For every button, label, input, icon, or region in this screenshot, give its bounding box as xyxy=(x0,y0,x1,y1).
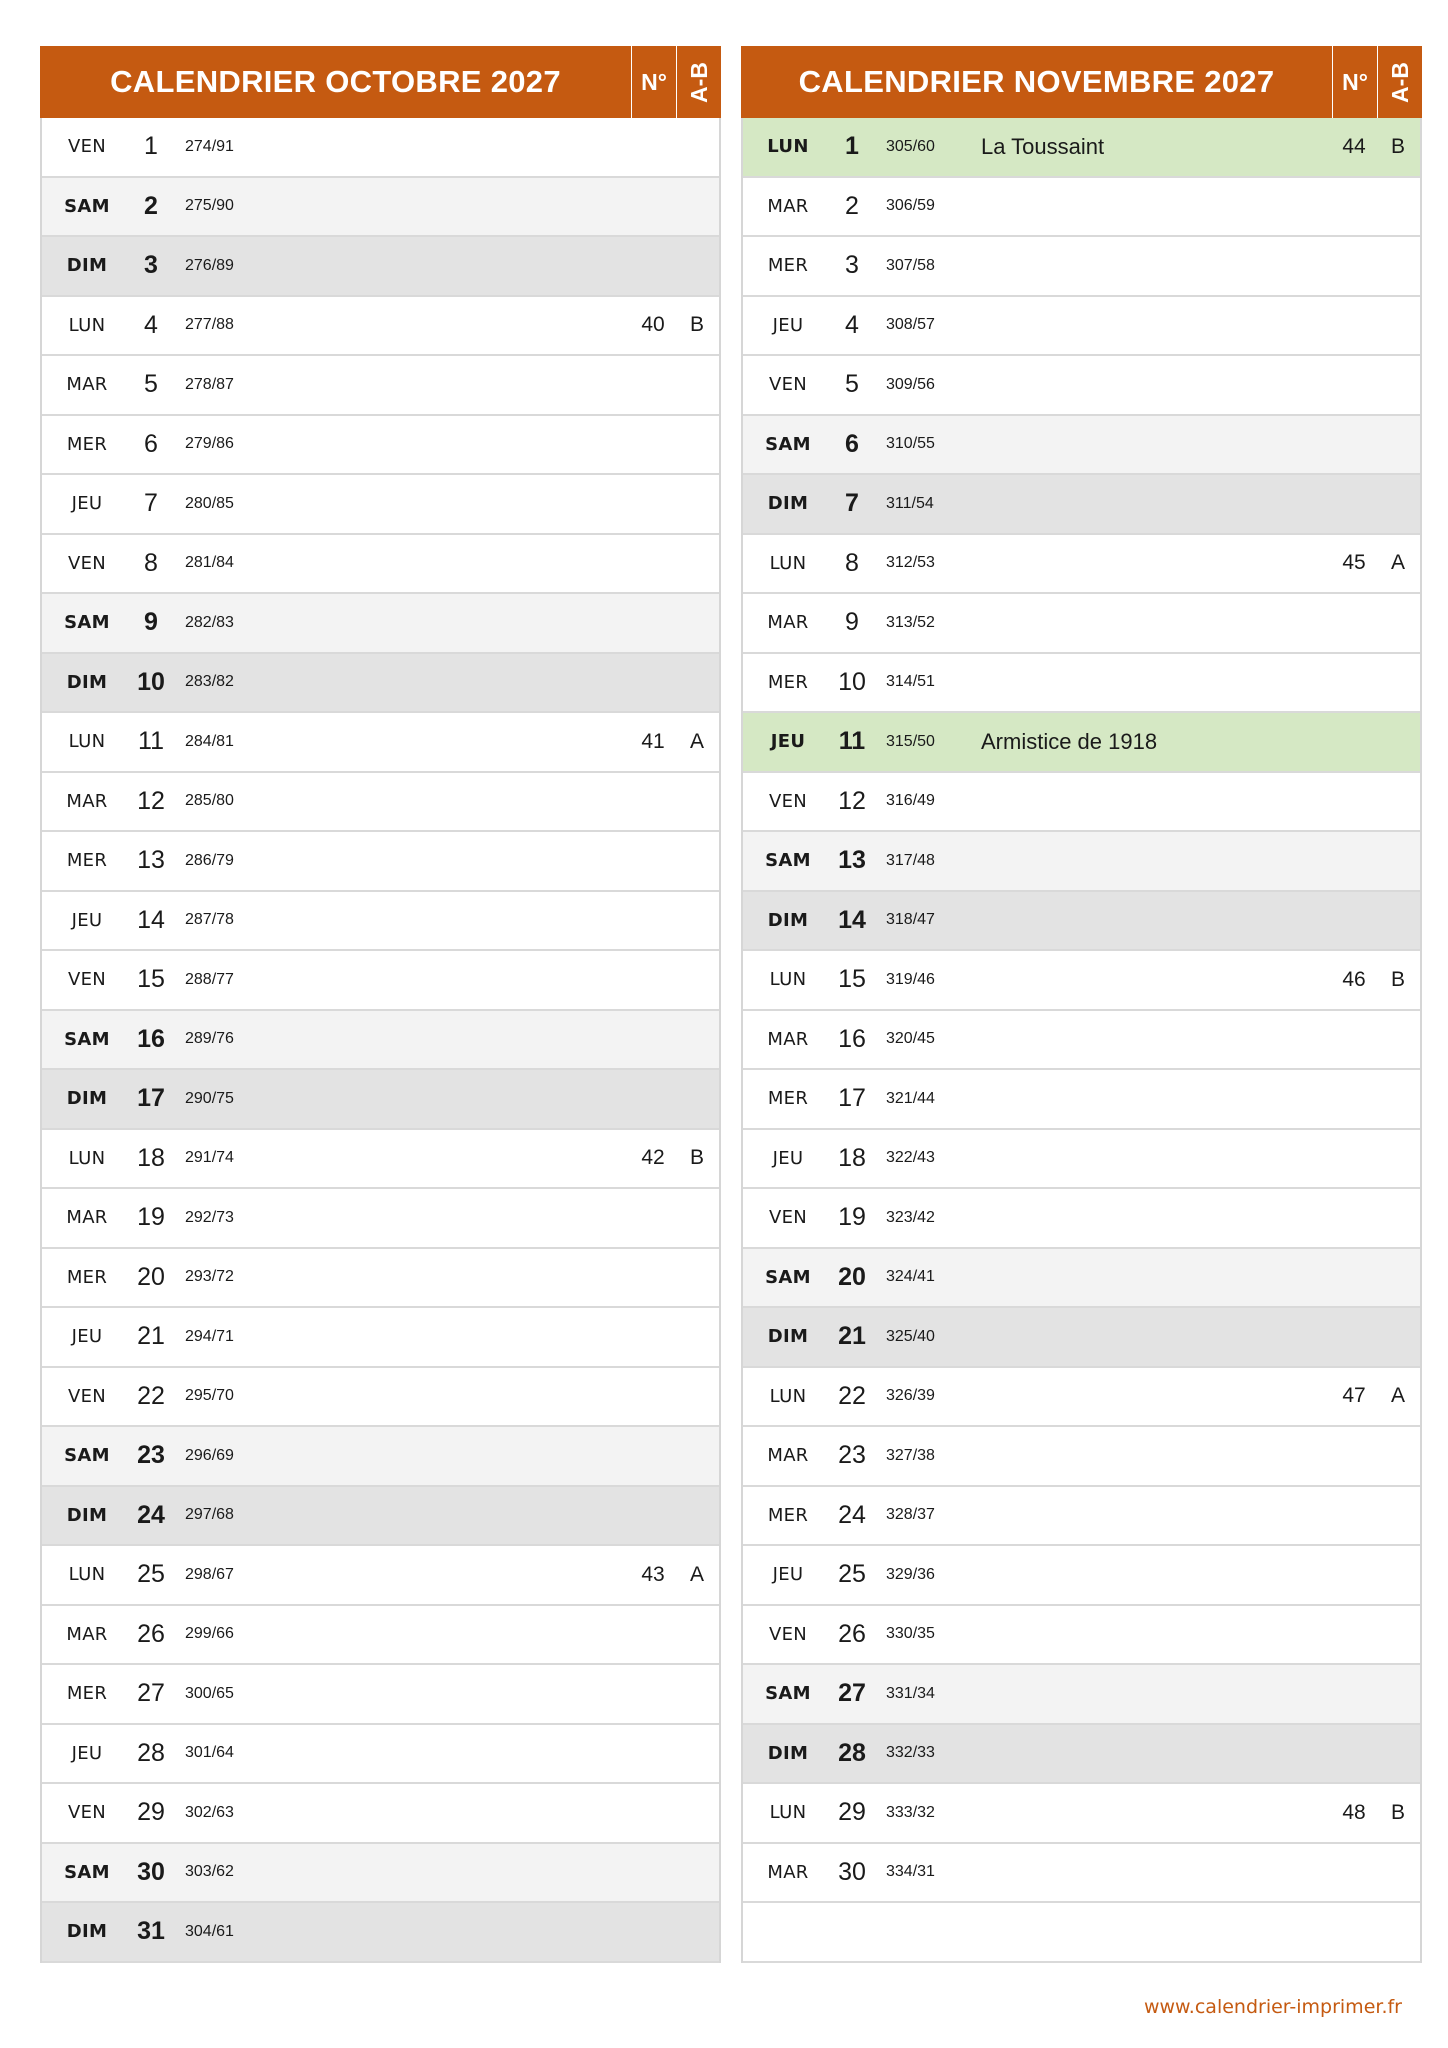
day-number: 17 xyxy=(838,1084,866,1113)
day-of-week: MAR xyxy=(767,1861,809,1883)
day-of-week: DIM xyxy=(767,1326,809,1348)
day-of-year: 329/36 xyxy=(886,1565,935,1583)
day-number: 17 xyxy=(137,1084,165,1113)
day-of-week: VEN xyxy=(67,969,107,991)
day-row xyxy=(743,594,1420,654)
day-number: 21 xyxy=(137,1322,165,1351)
day-row xyxy=(743,475,1420,535)
day-number: 1 xyxy=(144,132,158,161)
day-number: 6 xyxy=(144,429,158,458)
event-label: La Toussaint xyxy=(981,133,1105,159)
day-number: 10 xyxy=(838,667,866,696)
day-row xyxy=(743,1189,1420,1249)
day-of-year: 284/81 xyxy=(185,732,234,750)
day-number: 27 xyxy=(137,1679,165,1708)
day-number: 31 xyxy=(137,1917,165,1946)
day-of-week: MAR xyxy=(767,1445,809,1467)
day-of-year: 289/76 xyxy=(185,1030,234,1048)
day-number: 13 xyxy=(137,846,165,875)
day-of-week: SAM xyxy=(64,1861,110,1883)
day-of-year: 274/91 xyxy=(185,137,234,155)
day-of-year: 307/58 xyxy=(886,256,935,274)
day-row xyxy=(743,1487,1420,1547)
day-row xyxy=(743,297,1420,357)
day-number: 3 xyxy=(144,251,158,280)
day-number: 12 xyxy=(838,786,866,815)
day-of-year: 314/51 xyxy=(886,673,935,691)
day-row xyxy=(42,535,719,595)
week-number: 43 xyxy=(641,1562,665,1586)
day-row xyxy=(42,1308,719,1368)
day-of-week: VEN xyxy=(67,136,107,158)
day-of-week: MAR xyxy=(66,374,108,396)
day-number: 26 xyxy=(838,1619,866,1648)
ab-header xyxy=(1377,46,1422,118)
week-number-header: N° xyxy=(1332,46,1377,118)
day-row xyxy=(42,1130,719,1190)
day-row xyxy=(743,654,1420,714)
ab-header-label: A-B xyxy=(1386,61,1413,103)
ab-week: B xyxy=(1390,1800,1405,1824)
day-of-week: VEN xyxy=(67,552,107,574)
ab-week: A xyxy=(1390,551,1405,575)
day-row xyxy=(743,237,1420,297)
day-of-year: 310/55 xyxy=(886,435,935,453)
day-of-week: DIM xyxy=(767,909,809,931)
ab-week: B xyxy=(689,1146,704,1170)
day-number: 16 xyxy=(137,1024,165,1053)
day-number: 21 xyxy=(838,1322,866,1351)
day-number: 14 xyxy=(137,905,165,934)
day-row xyxy=(743,1070,1420,1130)
day-row xyxy=(42,1784,719,1844)
day-of-year: 322/43 xyxy=(886,1149,935,1167)
event-label: Armistice de 1918 xyxy=(981,728,1158,754)
day-of-week: MER xyxy=(767,671,809,693)
day-of-year: 309/56 xyxy=(886,375,935,393)
day-of-week: MAR xyxy=(767,1028,809,1050)
day-row xyxy=(42,892,719,952)
day-of-year: 317/48 xyxy=(886,851,935,869)
month-october xyxy=(40,46,721,1963)
day-rows xyxy=(40,118,721,1963)
day-number: 30 xyxy=(838,1857,866,1886)
day-row xyxy=(42,1725,719,1785)
month-november xyxy=(741,46,1422,1963)
day-of-week: SAM xyxy=(64,1028,110,1050)
day-number: 15 xyxy=(137,965,165,994)
day-of-year: 303/62 xyxy=(185,1863,234,1881)
day-number: 4 xyxy=(845,310,859,339)
day-of-week: MER xyxy=(66,433,108,455)
day-of-year: 333/32 xyxy=(886,1803,935,1821)
month-title: CALENDRIER OCTOBRE 2027 xyxy=(110,64,561,99)
day-row xyxy=(42,1903,719,1963)
day-row xyxy=(743,1844,1420,1904)
day-number: 2 xyxy=(845,191,859,220)
day-number: 11 xyxy=(138,727,164,756)
day-of-year: 304/61 xyxy=(185,1922,234,1940)
day-of-year: 300/65 xyxy=(185,1684,234,1702)
day-of-year: 315/50 xyxy=(886,732,935,750)
day-of-week: LUN xyxy=(769,1385,807,1407)
day-row xyxy=(743,1427,1420,1487)
day-of-year: 313/52 xyxy=(886,613,935,631)
day-number: 9 xyxy=(845,608,859,637)
day-of-year: 330/35 xyxy=(886,1625,935,1643)
day-number: 8 xyxy=(144,548,158,577)
day-number: 19 xyxy=(838,1203,866,1232)
day-of-year: 287/78 xyxy=(185,911,234,929)
day-of-year: 301/64 xyxy=(185,1744,234,1762)
day-number: 9 xyxy=(144,608,158,637)
day-of-week: VEN xyxy=(768,374,808,396)
day-of-week: VEN xyxy=(768,1623,808,1645)
day-number: 20 xyxy=(137,1262,165,1291)
day-number: 19 xyxy=(137,1203,165,1232)
day-of-week: LUN xyxy=(767,136,809,158)
day-of-year: 328/37 xyxy=(886,1506,935,1524)
day-of-week: LUN xyxy=(68,314,106,336)
ab-week: B xyxy=(1390,967,1405,991)
day-row xyxy=(42,1546,719,1606)
day-of-year: 316/49 xyxy=(886,792,935,810)
day-row xyxy=(743,416,1420,476)
day-row xyxy=(42,1487,719,1547)
day-of-week: LUN xyxy=(68,1147,106,1169)
day-of-week: JEU xyxy=(71,493,103,515)
ab-header xyxy=(676,46,721,118)
day-of-year: 334/31 xyxy=(886,1863,935,1881)
day-row xyxy=(42,713,719,773)
day-number: 25 xyxy=(137,1560,165,1589)
day-number: 4 xyxy=(144,310,158,339)
day-number: 2 xyxy=(144,191,158,220)
day-row xyxy=(42,1249,719,1309)
day-row xyxy=(743,118,1420,178)
day-of-year: 275/90 xyxy=(185,197,234,215)
day-of-week: SAM xyxy=(64,195,110,217)
day-row xyxy=(42,356,719,416)
day-number: 27 xyxy=(838,1679,866,1708)
day-number: 12 xyxy=(137,786,165,815)
day-of-year: 302/63 xyxy=(185,1803,234,1821)
day-row xyxy=(743,892,1420,952)
ab-week: A xyxy=(1390,1384,1405,1408)
day-of-week: LUN xyxy=(769,552,807,574)
day-row xyxy=(743,1308,1420,1368)
day-of-year: 288/77 xyxy=(185,970,234,988)
day-of-week: DIM xyxy=(66,1504,108,1526)
day-of-week: VEN xyxy=(67,1802,107,1824)
day-of-year: 324/41 xyxy=(886,1268,935,1286)
day-of-week: DIM xyxy=(66,255,108,277)
day-of-year: 279/86 xyxy=(185,435,234,453)
day-of-year: 285/80 xyxy=(185,792,234,810)
day-of-year: 319/46 xyxy=(886,970,935,988)
week-number: 48 xyxy=(1342,1800,1366,1824)
day-of-week: SAM xyxy=(765,433,811,455)
day-row xyxy=(743,1665,1420,1725)
day-of-week: JEU xyxy=(71,1742,103,1764)
day-number: 3 xyxy=(845,251,859,280)
day-of-week: MAR xyxy=(66,1623,108,1645)
day-row xyxy=(42,951,719,1011)
day-of-year: 276/89 xyxy=(185,256,234,274)
day-row xyxy=(42,1844,719,1904)
day-of-year: 306/59 xyxy=(886,197,935,215)
day-of-year: 297/68 xyxy=(185,1506,234,1524)
day-row xyxy=(42,773,719,833)
day-of-year: 294/71 xyxy=(185,1327,234,1345)
day-number: 30 xyxy=(137,1857,165,1886)
day-of-year: 321/44 xyxy=(886,1089,935,1107)
ab-week: B xyxy=(689,313,704,337)
day-number: 16 xyxy=(838,1024,866,1053)
day-of-year: 326/39 xyxy=(886,1387,935,1405)
day-of-week: MER xyxy=(66,1266,108,1288)
day-of-week: VEN xyxy=(67,1385,107,1407)
day-of-week: MER xyxy=(767,255,809,277)
day-row xyxy=(743,356,1420,416)
day-row xyxy=(743,1784,1420,1844)
month-header xyxy=(741,46,1422,118)
day-of-week: MER xyxy=(767,1504,809,1526)
day-row xyxy=(743,713,1420,773)
day-of-week: LUN xyxy=(769,969,807,991)
day-of-year: 278/87 xyxy=(185,375,234,393)
day-number: 8 xyxy=(845,548,859,577)
day-of-year: 290/75 xyxy=(185,1089,234,1107)
month-title: CALENDRIER NOVEMBRE 2027 xyxy=(798,64,1275,99)
ab-week: B xyxy=(1390,134,1405,158)
day-number: 20 xyxy=(838,1262,866,1291)
day-of-week: SAM xyxy=(64,1445,110,1467)
day-number: 29 xyxy=(838,1798,866,1827)
week-number: 42 xyxy=(641,1146,665,1170)
day-of-year: 308/57 xyxy=(886,316,935,334)
day-of-week: DIM xyxy=(767,493,809,515)
day-of-week: MAR xyxy=(767,195,809,217)
day-row xyxy=(42,1070,719,1130)
day-of-week: VEN xyxy=(768,790,808,812)
day-row xyxy=(743,1249,1420,1309)
day-of-week: DIM xyxy=(767,1742,809,1764)
day-row xyxy=(42,1427,719,1487)
ab-week: A xyxy=(689,1562,704,1586)
day-row xyxy=(42,475,719,535)
day-of-year: 277/88 xyxy=(185,316,234,334)
day-of-week: MAR xyxy=(767,612,809,634)
day-of-week: MER xyxy=(66,850,108,872)
day-row xyxy=(743,1368,1420,1428)
day-row xyxy=(743,773,1420,833)
day-of-year: 282/83 xyxy=(185,613,234,631)
day-number: 18 xyxy=(137,1143,165,1172)
day-of-week: MER xyxy=(767,1088,809,1110)
day-number: 22 xyxy=(838,1381,866,1410)
day-row xyxy=(743,1011,1420,1071)
day-row xyxy=(743,1903,1420,1963)
week-number-header: N° xyxy=(631,46,676,118)
week-number: 40 xyxy=(641,313,665,337)
day-row xyxy=(42,1189,719,1249)
day-number: 23 xyxy=(137,1441,165,1470)
day-number: 5 xyxy=(144,370,158,399)
day-of-year: 286/79 xyxy=(185,851,234,869)
day-of-week: JEU xyxy=(770,731,806,753)
day-row xyxy=(743,535,1420,595)
day-of-week: SAM xyxy=(765,850,811,872)
day-of-year: 327/38 xyxy=(886,1446,935,1464)
day-row xyxy=(42,1011,719,1071)
week-number: 44 xyxy=(1342,134,1366,158)
day-of-year: 296/69 xyxy=(185,1446,234,1464)
day-of-year: 298/67 xyxy=(185,1565,234,1583)
day-of-week: SAM xyxy=(765,1683,811,1705)
day-number: 25 xyxy=(838,1560,866,1589)
day-number: 15 xyxy=(838,965,866,994)
day-of-year: 281/84 xyxy=(185,554,234,572)
day-row xyxy=(42,237,719,297)
day-number: 28 xyxy=(137,1738,165,1767)
week-number: 45 xyxy=(1342,551,1366,575)
day-of-week: MAR xyxy=(66,1207,108,1229)
day-of-year: 299/66 xyxy=(185,1625,234,1643)
day-number: 1 xyxy=(845,132,859,161)
day-of-week: JEU xyxy=(772,1564,804,1586)
day-number: 13 xyxy=(838,846,866,875)
month-header xyxy=(40,46,721,118)
day-row xyxy=(42,594,719,654)
day-of-year: 291/74 xyxy=(185,1149,234,1167)
day-of-year: 320/45 xyxy=(886,1030,935,1048)
day-row xyxy=(42,654,719,714)
day-number: 22 xyxy=(137,1381,165,1410)
day-of-year: 280/85 xyxy=(185,494,234,512)
day-row xyxy=(743,951,1420,1011)
day-row xyxy=(743,178,1420,238)
day-row xyxy=(42,416,719,476)
day-number: 6 xyxy=(845,429,859,458)
day-number: 14 xyxy=(838,905,866,934)
day-of-week: MAR xyxy=(66,790,108,812)
day-of-year: 331/34 xyxy=(886,1684,935,1702)
day-of-week: LUN xyxy=(769,1802,807,1824)
day-number: 7 xyxy=(144,489,158,518)
week-number: 41 xyxy=(641,729,665,753)
day-of-week: JEU xyxy=(772,1147,804,1169)
day-of-week: DIM xyxy=(66,1088,108,1110)
day-of-week: DIM xyxy=(66,671,108,693)
day-row xyxy=(42,1665,719,1725)
day-of-year: 311/54 xyxy=(886,494,934,512)
day-number: 10 xyxy=(137,667,165,696)
day-number: 7 xyxy=(845,489,859,518)
day-of-week: SAM xyxy=(765,1266,811,1288)
day-number: 5 xyxy=(845,370,859,399)
day-row xyxy=(743,1130,1420,1190)
ab-header-label: A-B xyxy=(685,61,712,103)
day-of-year: 312/53 xyxy=(886,554,935,572)
day-of-year: 305/60 xyxy=(886,137,935,155)
day-row xyxy=(42,178,719,238)
day-of-week: JEU xyxy=(71,1326,103,1348)
day-number: 23 xyxy=(838,1441,866,1470)
footer-url[interactable]: www.calendrier-imprimer.fr xyxy=(1143,1996,1402,2018)
day-of-week: VEN xyxy=(768,1207,808,1229)
day-row xyxy=(42,1606,719,1666)
day-of-week: SAM xyxy=(64,612,110,634)
day-of-week: LUN xyxy=(68,1564,106,1586)
day-row xyxy=(42,118,719,178)
day-of-year: 323/42 xyxy=(886,1208,935,1226)
day-number: 24 xyxy=(137,1500,165,1529)
day-of-year: 295/70 xyxy=(185,1387,234,1405)
day-number: 26 xyxy=(137,1619,165,1648)
day-of-week: JEU xyxy=(772,314,804,336)
day-row xyxy=(743,1725,1420,1785)
day-of-year: 325/40 xyxy=(886,1327,935,1345)
day-number: 28 xyxy=(838,1738,866,1767)
day-row xyxy=(42,1368,719,1428)
day-row xyxy=(42,832,719,892)
day-of-week: JEU xyxy=(71,909,103,931)
day-of-year: 332/33 xyxy=(886,1744,935,1762)
day-of-week: LUN xyxy=(68,731,106,753)
week-number: 46 xyxy=(1342,967,1366,991)
day-number: 18 xyxy=(838,1143,866,1172)
day-number: 24 xyxy=(838,1500,866,1529)
day-of-year: 318/47 xyxy=(886,911,935,929)
day-row xyxy=(42,297,719,357)
week-number: 47 xyxy=(1342,1384,1366,1408)
day-number: 29 xyxy=(137,1798,165,1827)
day-row xyxy=(743,832,1420,892)
day-number: 11 xyxy=(838,727,866,756)
day-of-year: 293/72 xyxy=(185,1268,234,1286)
day-of-week: MER xyxy=(66,1683,108,1705)
day-of-week: DIM xyxy=(66,1921,108,1943)
day-of-year: 283/82 xyxy=(185,673,234,691)
ab-week: A xyxy=(689,729,704,753)
day-row xyxy=(743,1546,1420,1606)
day-row xyxy=(743,1606,1420,1666)
day-of-year: 292/73 xyxy=(185,1208,234,1226)
day-rows xyxy=(741,118,1422,1963)
